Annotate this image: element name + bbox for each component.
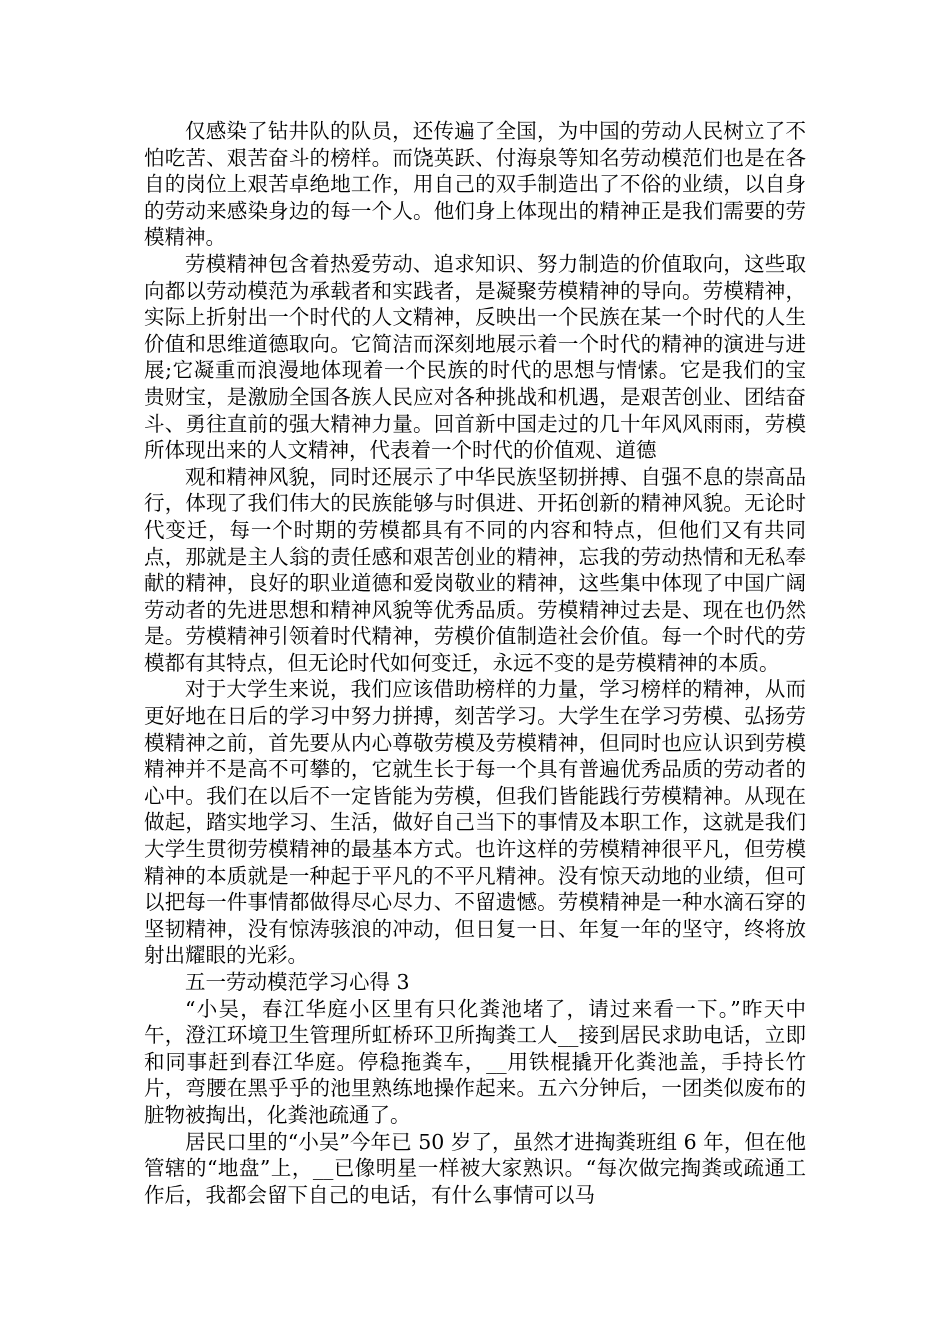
paragraph: 仅感染了钻井队的队员，还传遍了全国，为中国的劳动人民树立了不怕吃苦、艰苦奋斗的榜样。而饶英跃、付海泉等知名劳动模范们也是在各自的岗位上艰苦卓绝地工作，用自己的双手制造出了不俗的业绩，以自身的劳动来感染身边的每一个人。他们身上体现出的精神正是我们需要的劳模精神。 bbox=[144, 119, 806, 250]
paragraph: “小吴，春江华庭小区里有只化粪池堵了，请过来看一下。”昨天中午，澄江环境卫生管理所虹桥环卫所掏粪工人__接到居民求助电话，立即和同事赶到春江华庭。停稳拖粪车，__用铁棍撬开化粪池盖，手持长竹片，弯腰在黑乎乎的池里熟练地操作起来。五六分钟后，一团类似废布的脏物被掏出，化粪池疏通了。 bbox=[144, 996, 806, 1127]
paragraph: 居民口里的“小吴”今年已 50 岁了，虽然才进掏粪班组 6 年，但在他管辖的“地盘”上，__已像明星一样被大家熟识。“每次做完掏粪或疏通工作后，我都会留下自己的电话，有什么事情可以马 bbox=[144, 1129, 806, 1207]
document-page bbox=[144, 118, 806, 1208]
paragraph: 劳模精神包含着热爱劳动、追求知识、努力制造的价值取向，这些取向都以劳动模范为承载者和实践者，是凝聚劳模精神的导向。劳模精神，实际上折射出一个时代的人文精神，反映出一个民族在某一个时代的人生价值和思维道德取向。它简洁而深刻地展示着一个时代的精神的演进与进展;它凝重而浪漫地体现着一个民族的时代的思想与情愫。它是我们的宝贵财宝，是激励全国各族人民应对各种挑战和机遇，是艰苦创业、团结奋斗、勇往直前的强大精神力量。回首新中国走过的几十年风风雨雨，劳模所体现出来的人文精神，代表着一个时代的价值观、道德 bbox=[144, 251, 806, 463]
paragraph: 观和精神风貌，同时还展示了中华民族坚韧拼搏、自强不息的崇高品行，体现了我们伟大的民族能够与时俱进、开拓创新的精神风貌。无论时代变迁，每一个时期的劳模都具有不同的内容和特点，但他们又有共同点，那就是主人翁的责任感和艰苦创业的精神，忘我的劳动热情和无私奉献的精神，良好的职业道德和爱岗敬业的精神，这些集中体现了中国广阔劳动者的先进思想和精神风貌等优秀品质。劳模精神过去是、现在也仍然是。劳模精神引领着时代精神，劳模价值制造社会价值。每一个时代的劳模都有其特点，但无论时代如何变迁，永远不变的是劳模精神的本质。 bbox=[144, 464, 806, 675]
paragraph: 对于大学生来说，我们应该借助榜样的力量，学习榜样的精神，从而更好地在日后的学习中努力拼搏，刻苦学习。大学生在学习劳模、弘扬劳模精神之前，首先要从内心尊敬劳模及劳模精神，但同时也应认识到劳模精神并不是高不可攀的，它就生长于每一个具有普遍优秀品质的劳动者的心中。我们在以后不一定皆能为劳模，但我们皆能践行劳模精神。从现在做起，踏实地学习、生活，做好自己当下的事情及本职工作，这就是我们大学生贯彻劳模精神的最基本方式。也许这样的劳模精神很平凡，但劳模精神的本质就是一种起于平凡的不平凡精神。没有惊天动地的业绩，但可以把每一件事情都做得尽心尽力、不留遗憾。劳模精神是一种水滴石穿的坚韧精神，没有惊涛骇浪的冲动，但日复一日、年复一年的坚守，终将放射出耀眼的光彩。 bbox=[144, 677, 806, 968]
section-heading: 五一劳动模范学习心得 3 bbox=[185, 970, 410, 994]
